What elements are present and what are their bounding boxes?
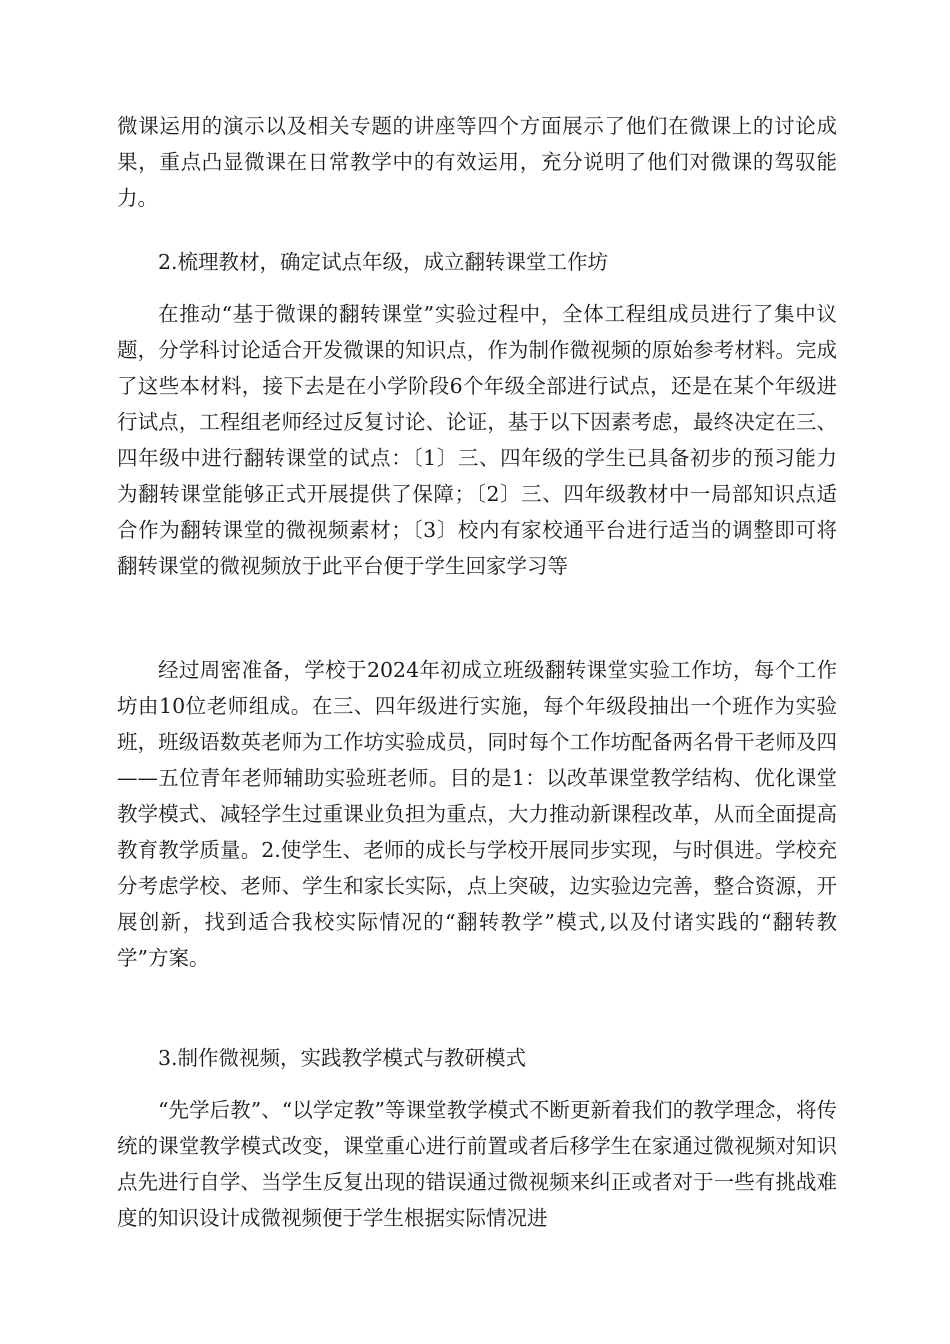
paragraph-continuation: 微课运用的演示以及相关专题的讲座等四个方面展示了他们在微课上的讨论成果，重点凸显微课在日常教学中的有效运用，充分说明了他们对微课的驾驭能力。 [117, 114, 837, 210]
section-heading-2: 2.梳理教材，确定试点年级，成立翻转课堂工作坊 [158, 250, 609, 274]
paragraph-teaching-model: “先学后教”、“以学定教”等课堂教学模式不断更新着我们的教学理念，将传统的课堂教学模式改变，课堂重心进行前置或者后移学生在家通过微视频对知识点先进行自学、当学生反复出现的错误通过微视频来纠正或者对于一些有挑战难度的知识设计成微视频便于学生根据实际情况进 [117, 1098, 837, 1230]
paragraph-workshop-setup: 经过周密准备，学校于2024年初成立班级翻转课堂实验工作坊，每个工作坊由10位老师组成。在三、四年级进行实施，每个年级段抽出一个班作为实验班，班级语数英老师为工作坊实验成员，同时每个工作坊配备两名骨干老师及四——五位青年老师辅助实验班老师。目的是1：以改革课堂教学结构、优化课堂教学模式、减轻学生过重课业负担为重点，大力推动新课程改革，从而全面提高教育教学质量。2.使学生、老师的成长与学校开展同步实现，与时俱进。学校充分考虑学校、老师、学生和家长实际，点上突破，边实验边完善，整合资源，开展创新，找到适合我校实际情况的“翻转教学”模式,以及付诸实践的“翻转教学”方案。 [117, 658, 837, 970]
section-heading-3: 3.制作微视频，实践教学模式与教研模式 [158, 1046, 527, 1070]
paragraph-pilot-grades: 在推动“基于微课的翻转课堂”实验过程中，全体工程组成员进行了集中议题，分学科讨论适合开发微课的知识点，作为制作微视频的原始参考材料。完成了这些本材料，接下去是在小学阶段6个年级全部进行试点，还是在某个年级进行试点，工程组老师经过反复讨论、论证，基于以下因素考虑，最终决定在三、四年级中进行翻转课堂的试点：〔1〕三、四年级的学生已具备初步的预习能力为翻转课堂能够正式开展提供了保障；〔2〕三、四年级教材中一局部知识点适合作为翻转课堂的微视频素材；〔3〕校内有家校通平台进行适当的调整即可将翻转课堂的微视频放于此平台便于学生回家学习等 [117, 302, 837, 578]
